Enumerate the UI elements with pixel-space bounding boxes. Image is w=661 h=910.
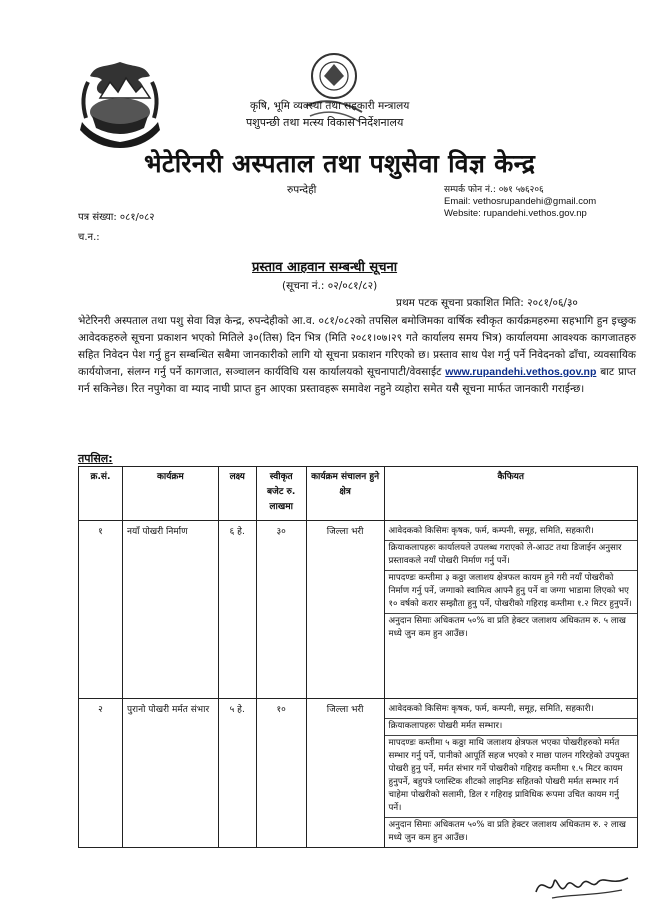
signature-icon	[532, 868, 632, 904]
remark-criteria: मापदण्डः कम्तीमा ३ कठ्ठा जलाशय क्षेत्रफल कायम हुने गरी नयाँ पोखरीको निर्माण गर्नु पर्ने, जग्गाको स्वामित्व आफ्नै हुनु पर्ने वा जग्गा भाडामा लिएको भए १० वर्षको करार सम्झौता हुनु पर्ने, पोखरीको गहिराइ कम्तीमा १.२ मिटर हुनुपर्ने।	[385, 571, 637, 614]
remark-activities: क्रियाकलापहरुः कार्यालयले उपलब्ध गराएको ले-आउट तथा डिजाईन अनुसार प्रस्तावकले नयाँ पोखरी निर्माण गर्नु पर्ने।	[385, 541, 637, 571]
row-program: पुरानो पोखरी मर्मत संभार	[122, 699, 218, 848]
reference-block	[78, 208, 155, 248]
header-remarks: कैफियत	[384, 467, 637, 521]
letter-number: पत्र संख्या: ०८१/०८२	[78, 212, 155, 223]
district-name: रुपन्देही	[287, 184, 317, 196]
remark-applicant-type: आवेदकको किसिमः कृषक, फर्म, कम्पनी, समूह, समिति, सहकारी।	[385, 524, 637, 541]
header-area: कार्यक्रम संचालन हुने क्षेत्र	[306, 467, 384, 521]
notice-body	[78, 313, 636, 398]
row-remarks	[384, 521, 637, 699]
header-budget: स्वीकृत बजेट रु. लाखमा	[256, 467, 306, 521]
publication-date: प्रथम पटक सूचना प्रकाशित मिति: २०८१/०६/३०	[396, 297, 578, 309]
row-target: ५ हे.	[218, 699, 256, 848]
ministry-line: कृषि, भूमि व्यवस्था तथा सहकारी मन्त्रालय	[250, 100, 410, 112]
row-remarks	[384, 699, 637, 848]
remark-activities: क्रियाकलापहरुः पोखरी मर्मत सम्भार।	[385, 719, 637, 736]
remark-applicant-type: आवेदकको किसिमः कृषक, फर्म, कम्पनी, समूह, समिति, सहकारी।	[385, 702, 637, 719]
dispatch-number: च.न.:	[78, 232, 100, 243]
table-row	[79, 699, 638, 848]
row-program: नयाँ पोखरी निर्माण	[122, 521, 218, 699]
row-budget: ३०	[256, 521, 306, 699]
website-address: Website: rupandehi.vethos.gov.np	[444, 208, 587, 219]
header-program: कार्यक्रम	[122, 467, 218, 521]
row-serial: १	[79, 521, 123, 699]
notice-body-text-end: बाट प्राप्त गर्न सकिनेछ। रित नपुगेका वा म्याद नाघी प्राप्त हुन आएका प्रस्तावहरू समावेश नहुने व्यहोरा समेत यसै सूचना मार्फत जानकारी गराईन्छ।	[78, 366, 636, 395]
row-serial: २	[79, 699, 123, 848]
website-link[interactable]: www.rupandehi.vethos.gov.np	[445, 366, 597, 378]
header-target: लक्ष्य	[218, 467, 256, 521]
remark-grant-limit: अनुदान सिमाः अधिकतम ५०% वा प्रति हेक्टर जलाशय अधिकतम रु. २ लाख मध्ये जुन कम हुन आउँछ।	[388, 820, 626, 843]
government-emblem-icon	[74, 58, 166, 148]
organization-name: भेटेरिनरी अस्पताल तथा पशुसेवा विज्ञ केन्द्र	[144, 149, 536, 178]
row-area: जिल्ला भरी	[306, 699, 384, 848]
notice-number: (सूचना नं.: ०२/०८१/८२)	[282, 280, 378, 292]
notice-body-text: भेटेरिनरी अस्पताल तथा पशु सेवा विज्ञ केन्द्र, रुपन्देहीको आ.व. ०८१/०८२को तपसिल बमोजिमका वार्षिक स्वीकृत कार्यक्रमहरुमा सहभागि हुन इच्छुक आवेदकहरुले सूचना प्रकाशन भएको मितिले ३०(तिस) दिन भित्र (मिति २०८१।०७।२९ गते कार्यालय समय भित्र) कार्यालयमा आवश्यक कागजातहरु सहित निवेदन पेश गर्नु हुन सम्बन्धित सबैमा जानकारीको लागि यो सूचना प्रकाशन गरिएको छ। प्रस्ताव साथ पेश गर्नु पर्ने निवेदनको ढाँचा, व्यवसायिक कार्ययोजना, संलग्न गर्नु पर्ने कागजात, सञ्चालन कार्यविधि यस कार्यालयको सूचनापाटी/वेवसाईट	[78, 315, 636, 378]
remark-grant-limit: अनुदान सिमाः अधिकतम ५०% वा प्रति हेक्टर जलाशय अधिकतम रु. ५ लाख मध्ये जुन कम हुन आउँछ।	[388, 616, 626, 639]
phone-number: सम्पर्क फोन नं.: ०७१ ५७६२०६	[444, 185, 544, 195]
department-line: पशुपन्छी तथा मत्स्य विकास निर्देशनालय	[246, 116, 404, 129]
row-target: ६ हे.	[218, 521, 256, 699]
notice-title: प्रस्ताव आहवान सम्बन्धी सूचना	[252, 260, 398, 275]
remark-criteria: मापदण्डः कम्तीमा ५ कठ्ठा माथि जलाशय क्षेत्रफल भएका पोखरीहरुको मर्मत सम्भार गर्नु पर्ने, पानीको आपूर्ति सहज भएको र माछा पालन गरिरहेको उपयुक्त पोखरी हुनु पर्ने, मर्मत संभार गर्ने पोखरीको गहिराइ कम्तीमा १.५ मिटर कायम हुनुपर्ने, बहुपत्रे प्लास्टिक शीटको लाइनिङ सहितको पोखरी मर्मत सम्भार गर्न चाहेमा पोखरीको सलामी, डिल र गहिराइ प्राविधिक रूपमा उचित कायम गर्नु पर्ने।	[385, 736, 637, 818]
header-serial: क्र.सं.	[79, 467, 123, 521]
contact-block	[444, 184, 596, 220]
table-header-row	[79, 467, 638, 521]
row-area: जिल्ला भरी	[306, 521, 384, 699]
email-address: Email: vethosrupandehi@gmail.com	[444, 196, 597, 207]
table-row	[79, 521, 638, 699]
program-table	[78, 466, 638, 848]
details-label: तपसिल:	[78, 452, 113, 465]
row-budget: १०	[256, 699, 306, 848]
